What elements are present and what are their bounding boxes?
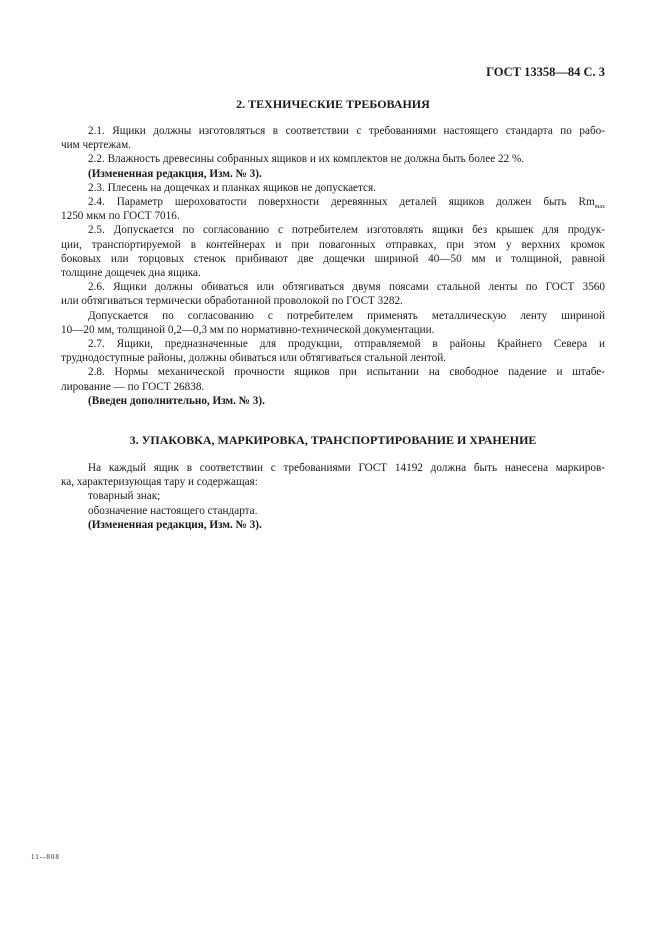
text-line [88, 394, 605, 408]
line-text: 2.1. Ящики должны изготовляться в соответствии с требованиями настоящего стандарта по рабо- [88, 125, 605, 137]
line-text: 2.7. Ящики, предназначенные для продукции, отправляемой в районы Крайнего Севера и [88, 338, 605, 350]
text-line [61, 138, 605, 152]
section-3-heading: 3. УПАКОВКА, МАРКИРОВКА, ТРАНСПОРТИРОВАНИЕ И ХРАНЕНИЕ [129, 433, 537, 447]
text-line [88, 152, 605, 166]
text-line [88, 489, 605, 503]
line-text: 1250 мкм по ГОСТ 7016. [61, 210, 180, 223]
text-line [61, 475, 605, 489]
line-text: ка, характеризующая тару и содержащая: [61, 476, 258, 489]
line-text: лирование — по ГОСТ 26838. [61, 380, 205, 393]
line-text: 2.4. Параметр шероховатости поверхности деревянных деталей ящиков должен быть Rm [88, 196, 595, 208]
line-text: боковых или торцовых стенок прибивают две дощечки шириной 40—50 мм и толщиной, равной [61, 252, 605, 265]
line-text: 2.2. Влажность древесины собранных ящиков и их комплектов не должна быть более 22 %. [88, 153, 525, 166]
text-line [88, 280, 605, 294]
text-line [88, 504, 605, 518]
text-line [61, 238, 605, 252]
text-line [88, 167, 605, 181]
line-text: 2.6. Ящики должны обиваться или обтягиваться двумя поясами стальной ленты по ГОСТ 3560 [88, 281, 605, 294]
line-text: (Введен дополнительно, Изм. № 3). [88, 394, 265, 407]
line-text: труднодоступные районы, должны обиваться или обтягиваться стальной лентой. [61, 352, 446, 365]
line-text: 10—20 мм, толщиной 0,2—0,3 мм по нормативно-технической документации. [61, 323, 435, 336]
text-line [61, 266, 605, 280]
line-text: 2.3. Плесень на дощечках и планках ящиков не допускается. [88, 181, 376, 194]
text-line [88, 124, 605, 138]
line-text: толщине дощечек дна ящика. [61, 267, 201, 279]
line-text: На каждый ящик в соответствии с требованиями ГОСТ 14192 должна быть нанесена маркиров- [88, 462, 605, 474]
page-header: ГОСТ 13358—84 С. 3 [486, 65, 605, 79]
text-line [61, 294, 605, 308]
line-text: чим чертежам. [61, 139, 131, 152]
text-line [88, 337, 605, 351]
text-line [61, 351, 605, 365]
line-text: товарный знак; [88, 490, 161, 503]
text-line [88, 223, 605, 237]
section-2-heading: 2. ТЕХНИЧЕСКИЕ ТРЕБОВАНИЯ [236, 97, 430, 111]
line-text: Допускается по согласованию с потребителем применять металлическую ленту шириной [88, 309, 605, 322]
line-text: 2.5. Допускается по согласованию с потребителем изготовлять ящики без крышек для продук- [88, 224, 605, 237]
line-text: обозначение настоящего стандарта. [88, 504, 258, 517]
text-line [88, 461, 605, 475]
line-text: 2.8. Нормы механической прочности ящиков при испытании на свободное падение и штабе- [88, 366, 605, 379]
line-text: или обтягиваться термически обработанной проволокой по ГОСТ 3282. [61, 295, 403, 308]
line-text: (Измененная редакция, Изм. № 3). [88, 518, 262, 531]
text-line [88, 309, 605, 323]
text-line [61, 380, 605, 394]
text-line [61, 252, 605, 266]
line-text: ции, транспортируемой в контейнерах и при повагонных отправках, при этом у верхних кромок [61, 238, 605, 251]
text-line [88, 365, 605, 379]
page-footer-code: 11--808 [31, 853, 60, 861]
text-line [88, 518, 605, 532]
text-line [88, 181, 605, 195]
line-text: (Измененная редакция, Изм. № 3). [88, 167, 262, 180]
text-line [61, 323, 605, 337]
subscript: max [594, 204, 605, 209]
text-line [88, 195, 605, 209]
text-line [61, 209, 605, 223]
